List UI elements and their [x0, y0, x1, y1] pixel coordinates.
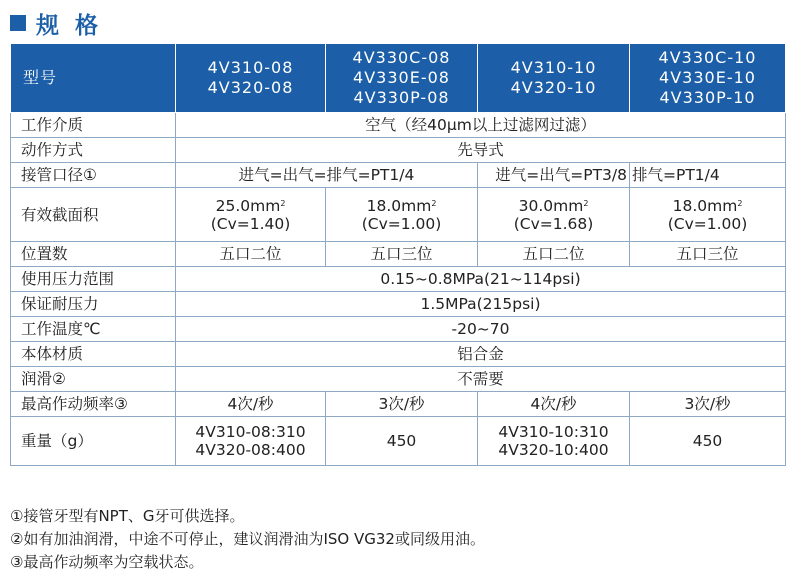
- row-value: 空气（经40μm以上过滤网过滤）: [176, 113, 786, 138]
- row-value: 3次/秒: [630, 392, 786, 417]
- table-row: [11, 138, 786, 163]
- footnote: ②如有加油润滑，中途不可停止，建议润滑油为ISO VG32或同级用油。: [10, 530, 485, 548]
- row-value: 450: [630, 417, 786, 466]
- row-label: 工作温度℃: [11, 317, 176, 342]
- table-row: [11, 242, 786, 267]
- row-value: $25.0mm^2$ (Cv=1.40): [176, 188, 326, 242]
- table-row: [11, 163, 786, 188]
- section-title: [10, 8, 102, 38]
- row-value: 4次/秒: [176, 392, 326, 417]
- row-value: 先导式: [176, 138, 786, 163]
- table-row: [11, 317, 786, 342]
- row-value: 五口二位: [176, 242, 326, 267]
- row-value: 五口三位: [326, 242, 478, 267]
- title-marker: [10, 15, 26, 31]
- header-col-4: 4V330C-10 4V330E-10 4V330P-10: [630, 44, 786, 113]
- table-header-row: [11, 44, 786, 113]
- table-row: [11, 342, 786, 367]
- row-value: $30.0mm^2$ (Cv=1.68): [478, 188, 630, 242]
- row-value: 进气=出气=排气=PT1/4: [176, 163, 478, 188]
- header-model-label: 型号: [11, 44, 176, 113]
- row-value: $18.0mm^2$ (Cv=1.00): [326, 188, 478, 242]
- footnote: ①接管牙型有NPT、G牙可供选择。: [10, 507, 245, 525]
- row-label: 有效截面积: [11, 188, 176, 242]
- table-row: [11, 292, 786, 317]
- header-col-1: 4V310-08 4V320-08: [176, 44, 326, 113]
- row-value: 450: [326, 417, 478, 466]
- row-label: 最高作动频率③: [11, 392, 176, 417]
- row-label: 动作方式: [11, 138, 176, 163]
- row-value: 4V310-08:310 4V320-08:400: [176, 417, 326, 466]
- table-row: [11, 113, 786, 138]
- row-value: 3次/秒: [326, 392, 478, 417]
- row-label: 本体材质: [11, 342, 176, 367]
- row-value: -20~70: [176, 317, 786, 342]
- table-row: [11, 188, 786, 242]
- row-label: 接管口径①: [11, 163, 176, 188]
- row-label: 重量（g）: [11, 417, 176, 466]
- row-value: 1.5MPa(215psi): [176, 292, 786, 317]
- footnotes: [10, 505, 485, 574]
- header-col-2: 4V330C-08 4V330E-08 4V330P-08: [326, 44, 478, 113]
- row-value: 进气=出气=PT3/8: [478, 163, 630, 188]
- row-value: 0.15~0.8MPa(21~114psi): [176, 267, 786, 292]
- table-row: [11, 267, 786, 292]
- footnote: ③最高作动频率为空载状态。: [10, 553, 204, 571]
- row-value: 五口二位: [478, 242, 630, 267]
- spec-table: [10, 43, 786, 466]
- row-value: 4V310-10:310 4V320-10:400: [478, 417, 630, 466]
- row-value: 4次/秒: [478, 392, 630, 417]
- row-value: 不需要: [176, 367, 786, 392]
- row-label: 使用压力范围: [11, 267, 176, 292]
- row-value: 铝合金: [176, 342, 786, 367]
- header-col-3: 4V310-10 4V320-10: [478, 44, 630, 113]
- row-label: 工作介质: [11, 113, 176, 138]
- row-label: 位置数: [11, 242, 176, 267]
- row-value: 排气=PT1/4: [630, 163, 786, 188]
- row-label: 润滑②: [11, 367, 176, 392]
- table-row: [11, 367, 786, 392]
- row-value: 五口三位: [630, 242, 786, 267]
- row-value: $18.0mm^2$ (Cv=1.00): [630, 188, 786, 242]
- section-title-text: 规 格: [36, 12, 103, 39]
- table-row: [11, 392, 786, 417]
- table-row: [11, 417, 786, 466]
- row-label: 保证耐压力: [11, 292, 176, 317]
